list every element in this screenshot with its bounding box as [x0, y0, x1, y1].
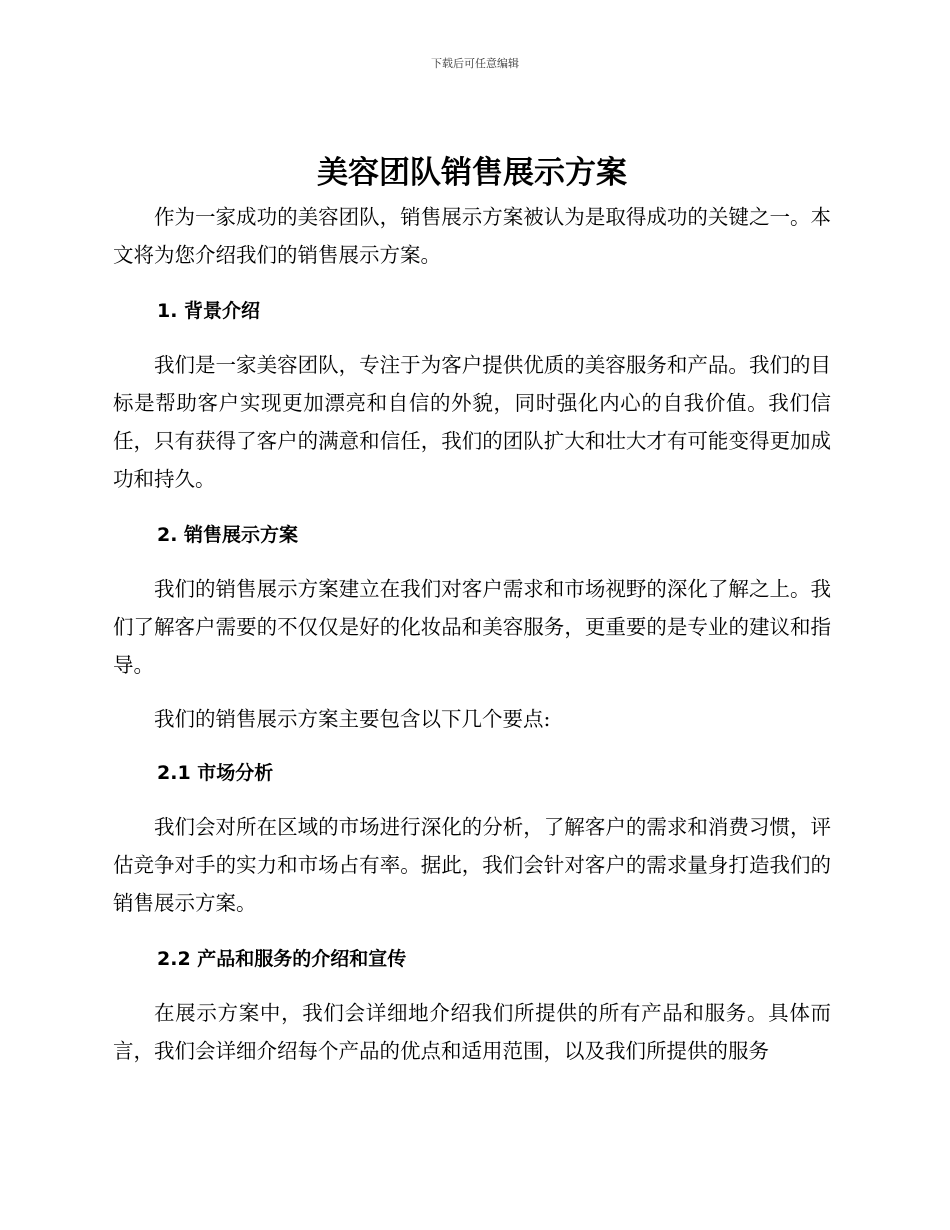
section-body-sales-plan-points: 我们的销售展示方案主要包含以下几个要点: — [154, 707, 551, 731]
section-body-market-analysis: 我们会对所在区域的市场进行深化的分析，了解客户的需求和消费习惯，评估竞争对手的实力和市场占有率。据此，我们会针对客户的需求量身打造我们的销售展示方案。 — [113, 815, 831, 915]
section-body-background: 我们是一家美容团队，专注于为客户提供优质的美容服务和产品。我们的目标是帮助客户实现更加漂亮和自信的外貌，同时强化内心的自我价值。我们信任，只有获得了客户的满意和信任，我们的团队扩大和壮大才有可能变得更加成功和持久。 — [113, 353, 831, 491]
section-heading-market-analysis: 2.1 市场分析 — [157, 762, 274, 784]
document-title: 美容团队销售展示方案 — [317, 155, 627, 191]
section-heading-background: 1. 背景介绍 — [157, 300, 261, 322]
section-body-sales-plan: 我们的销售展示方案建立在我们对客户需求和市场视野的深化了解之上。我们了解客户需要的不仅仅是好的化妆品和美容服务，更重要的是专业的建议和指导。 — [113, 577, 831, 677]
section-heading-product-intro: 2.2 产品和服务的介绍和宣传 — [157, 948, 407, 970]
section-heading-sales-plan: 2. 销售展示方案 — [157, 524, 299, 546]
section-body-product-intro: 在展示方案中，我们会详细地介绍我们所提供的所有产品和服务。具体而言，我们会详细介绍每个产品的优点和适用范围，以及我们所提供的服务 — [113, 1001, 831, 1063]
intro-paragraph: 作为一家成功的美容团队，销售展示方案被认为是取得成功的关键之一。本文将为您介绍我们的销售展示方案。 — [113, 205, 831, 267]
page-header-note: 下载后可任意编辑 — [431, 57, 519, 70]
document-body — [113, 148, 831, 1070]
